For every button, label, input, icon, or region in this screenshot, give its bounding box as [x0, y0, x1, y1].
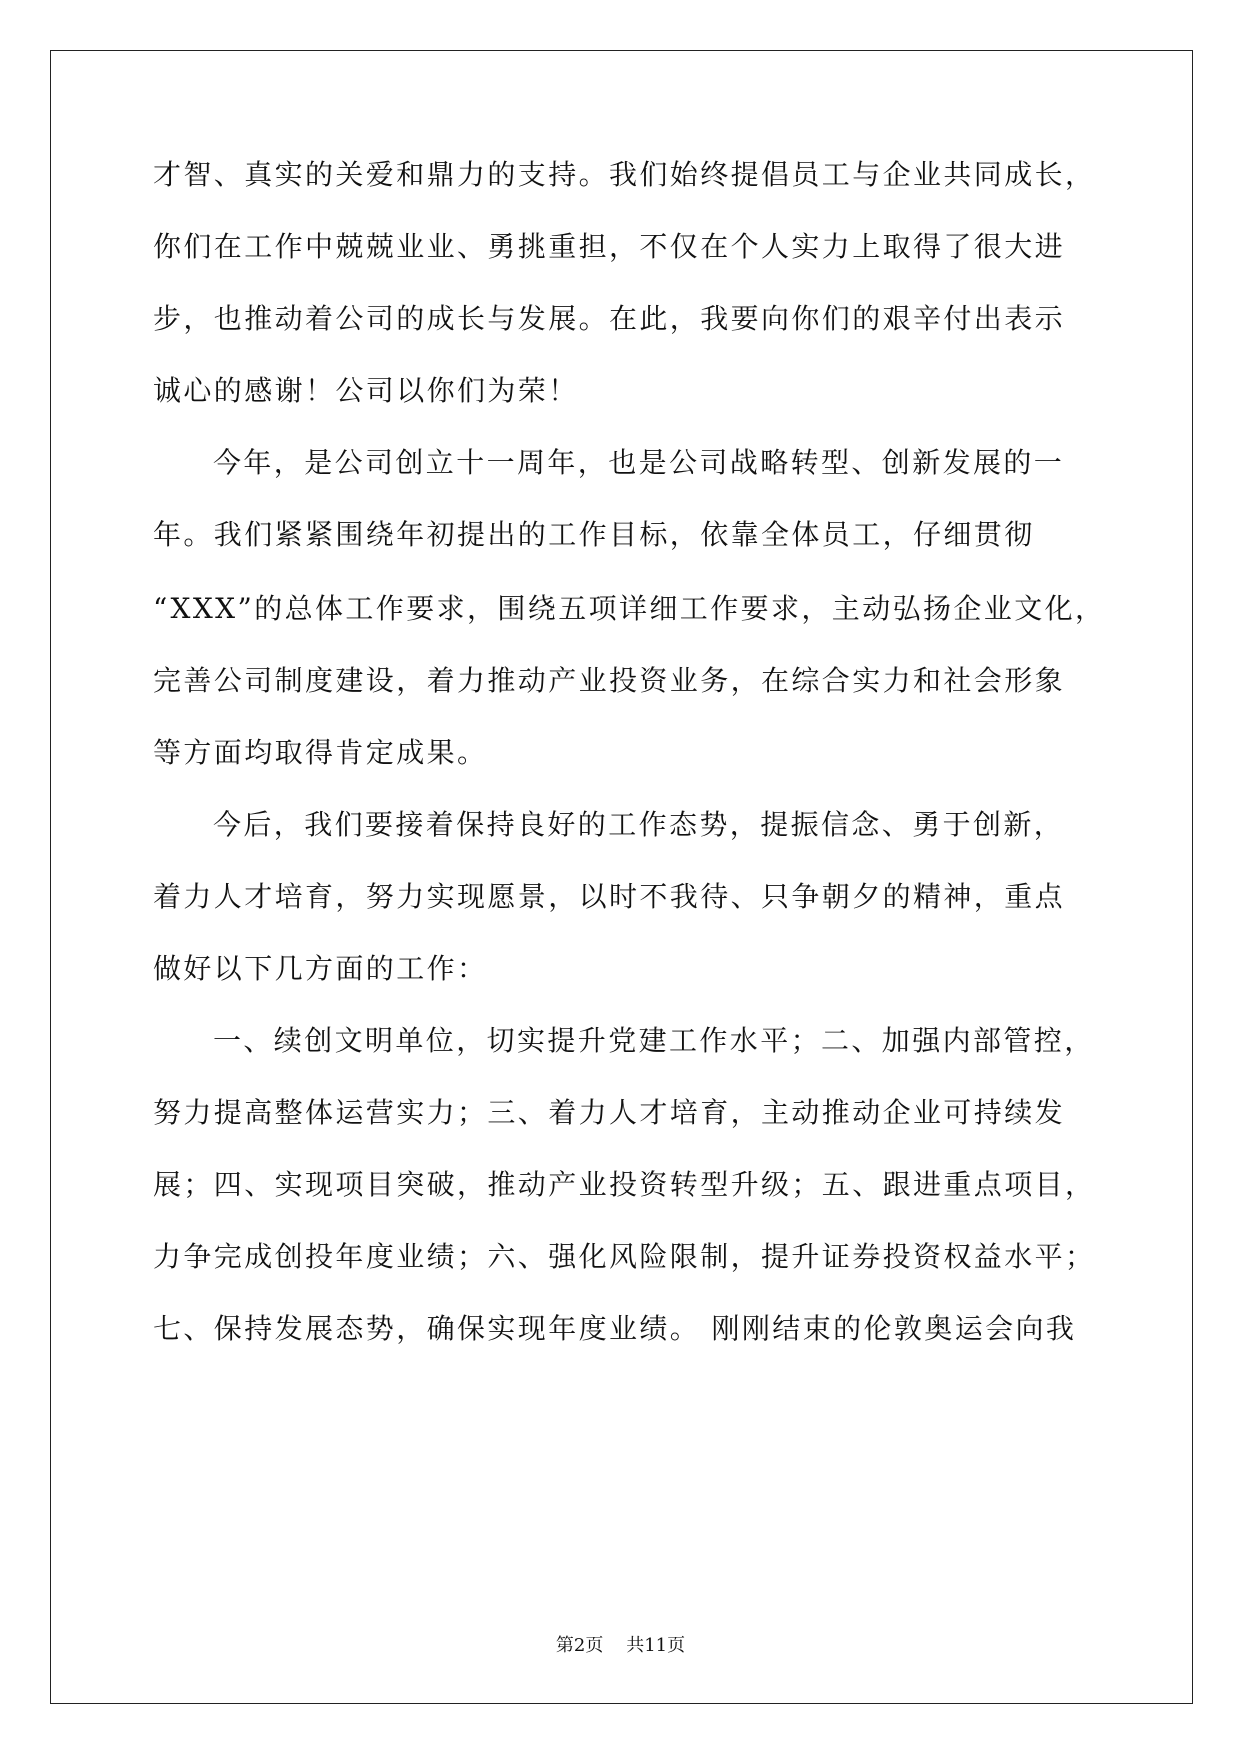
text-line: 今年，是公司创立十一周年，也是公司战略转型、创新发展的一 [213, 446, 1065, 479]
text-line: 努力提高整体运营实力；三、着力人才培育，主动推动企业可持续发 [153, 1096, 1066, 1129]
text-line: 展；四、实现项目突破，推动产业投资转型升级；五、跟进重点项目， [153, 1168, 1096, 1201]
text-line: 你们在工作中兢兢业业、勇挑重担，不仅在个人实力上取得了很大进 [153, 230, 1066, 263]
text-line: 才智、真实的关爱和鼎力的支持。我们始终提倡员工与企业共同成长， [153, 158, 1096, 191]
page-footer [0, 1634, 1241, 1658]
text-line: 一、续创文明单位，切实提升党建工作水平；二、加强内部管控， [213, 1024, 1095, 1057]
text-line: 七、保持发展态势，确保实现年度业绩。 刚刚结束的伦敦奥运会向我 [153, 1312, 1077, 1345]
page-number: 第2页 [555, 1635, 604, 1656]
text-line: 着力人才培育，努力实现愿景，以时不我待、只争朝夕的精神，重点 [153, 880, 1066, 913]
text-line: 力争完成创投年度业绩；六、强化风险限制，提升证券投资权益水平； [153, 1240, 1096, 1273]
text-line: 年。我们紧紧围绕年初提出的工作目标，依靠全体员工，仔细贯彻 [153, 518, 1035, 551]
text-line: 等方面均取得肯定成果。 [153, 736, 488, 769]
text-line: 步，也推动着公司的成长与发展。在此，我要向你们的艰辛付出表示 [153, 302, 1066, 335]
text-line: 今后，我们要接着保持良好的工作态势，提振信念、勇于创新， [213, 808, 1065, 841]
text-line: 做好以下几方面的工作： [153, 952, 488, 985]
text-line: 完善公司制度建设，着力推动产业投资业务，在综合实力和社会形象 [153, 664, 1066, 697]
text-line: 诚心的感谢！公司以你们为荣！ [153, 374, 579, 407]
text-line: “XXX”的总体工作要求，围绕五项详细工作要求，主动弘扬企业文化， [153, 592, 1106, 625]
page-total: 共11页 [626, 1635, 686, 1656]
